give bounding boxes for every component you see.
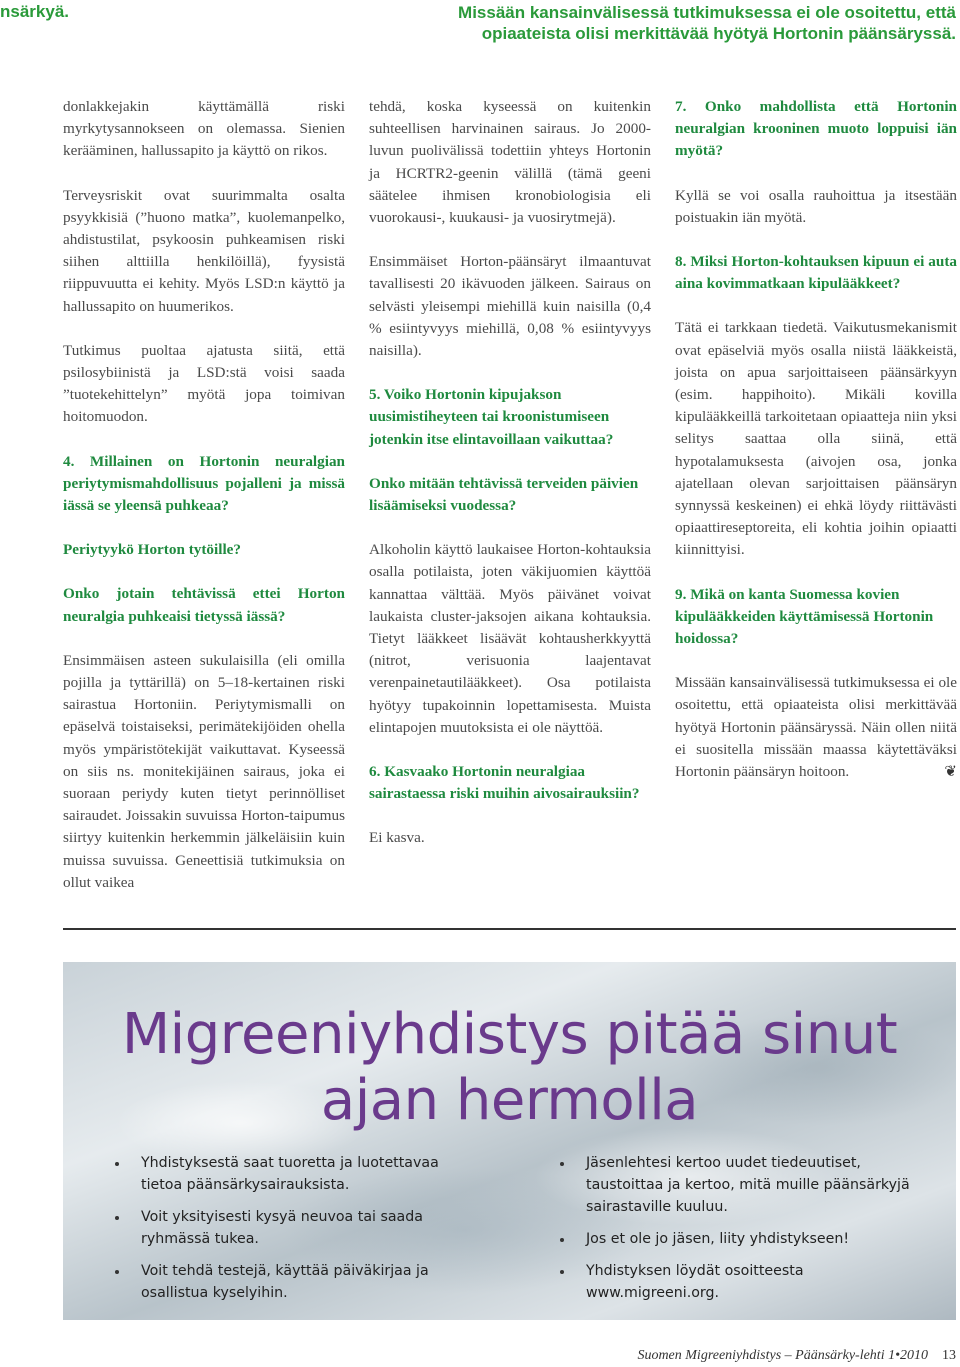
banner-title: [63, 1002, 956, 1134]
paragraph: Kyllä se voi osalla rauhoittua ja itsestään poistuakin iän myötä.: [675, 186, 957, 226]
paragraph: Ei kasva.: [369, 829, 425, 847]
banner-title-line-1: Migreeniyhdistys pitää sinut: [121, 1002, 898, 1067]
banner-title-line-2: ajan hermolla: [320, 1068, 699, 1133]
paragraph: tehdä, koska kyseessä on kuitenkin suhteellisen harvinainen sairaus. Jo 2000-luvun puolivälissä todettiin yhteys Hortonin ja HCRTR2-geenin välillä (tämä geeni säätelee ihmisen kronobiologisia eli vuorokausi-, kuukausi- ja vuosirytmejä).: [369, 98, 651, 227]
pull-quote: Missään kansainvälisessä tutkimuksessa ei ole osoitettu, että opiaateista olisi merkittävää hyötyä Hortonin päänsäryssä.: [458, 3, 956, 43]
question-heading-6: 6. Kasvaako Hortonin neuralgiaa sairastaessa riski muihin aivosairauksiin?: [369, 763, 640, 803]
paragraph: Ensimmäiset Horton-päänsäryt ilmaantuvat tavallisesti 20 ikävuoden jälkeen. Sairaus on selvästi yleisempi miehillä kuin naisilla (0,4 % esiintyvyys miehillä, 0,08 % esiintyvyys naisilla).: [369, 253, 651, 360]
column-2: [369, 96, 651, 872]
list-item: Jäsenlehtesi kertoo uudet tiedeuutiset, taustoittaa ja kertoo, mitä muille päänsärkyjä sairastaville kuuluu.: [560, 1152, 920, 1218]
question-heading-5b: Onko mitään tehtävissä terveiden päivien lisäämiseksi vuodessa?: [369, 474, 639, 515]
benefits-list-right: [560, 1152, 920, 1314]
paragraph: Tutkimus puoltaa ajatusta siitä, että psilosybiinistä ja LSD:stä voisi saada ”tuotekehittelyn” myötä jopa toimivan hoitomuodon.: [63, 341, 345, 426]
question-heading-4b: Periytyykö Horton tytöille?: [63, 541, 241, 559]
membership-banner: [63, 962, 956, 1320]
end-of-article-icon: ❦: [944, 764, 957, 781]
page-number: 13: [942, 1348, 956, 1363]
question-heading-8: 8. Miksi Horton-kohtauksen kipuun ei auta aina kovimmatkaan kipulääkkeet?: [675, 253, 957, 293]
paragraph: Tätä ei tarkkaan tiedetä. Vaikutusmekanismit ovat epäselviä myös osalla niistä lääkkeistä, joista on apua sarjoittaiseen päänsärkyyn (esim. happihoito). Mikäli kovilla kipulääkkeillä tarkoitetaan opiaatteja niin yksi selitys saattaa olla siinä, että hypotalamuksesta (aivojen osa, jonka ajatellaan olevan sarjoittaisen päänsäryn synnyssä keskeinen) ei ehkä löydy riittävästi opiaattireseptoreita, eli kohtia joihin opiaatti kiinnittyisi.: [675, 319, 957, 559]
question-heading-4c: Onko jotain tehtävissä ettei Horton neuralgia puhkeaisi tietyssä iässä?: [63, 585, 345, 625]
list-item: Voit yksityisesti kysyä neuvoa tai saada ryhmässä tukea.: [115, 1206, 475, 1250]
question-heading-4: 4. Millainen on Hortonin neuralgian periytymismahdollisuus pojalleni ja missä iässä se yleensä puhkeaa?: [63, 452, 345, 515]
column-3: [675, 96, 957, 805]
paragraph: Alkoholin käyttö laukaisee Horton-kohtauksia osalla potilaista, joten väkijuomien käyttöä kannattaa välttää. Myös päivänet voivat laukaista cluster-jaksojen aikana kohtauksia. Tietyt lääkkeet lisäävät kohtausherkkyyttä (nitrot, verisuonia laajentavat verenpainetautilääkkeet). Osa potilaista hyötyy tupakoinnin lopettamisesta. Muista elintapojen muutoksista ei ole näyttöä.: [369, 541, 651, 736]
paragraph: Ensimmäisen asteen sukulaisilla (eli omilla pojilla ja tyttärillä) on 5–18-kertainen riski sairastua Hortoniin. Periytymismalli on epäselvä toistaiseksi, perimätekijöiden ohella myös ympäristötekijät vaikuttavat. Kyseessä on siis ns. monitekijäinen sairaus, joka ei suoraan periydy kuten tietyt perinnölliset sairaudet. Joissakin suvuissa Horton-taipumus siirtyy kuitenkin herkemmin jälkeläisiin kuin muissa suvuissa. Geneettisiä tutkimuksia on ollut vaikea: [63, 651, 345, 891]
publication-name: Suomen Migreeniyhdistys – Päänsärky-lehti 1•2010: [637, 1348, 928, 1363]
question-heading-9: 9. Mikä on kanta Suomessa kovien kipulääkkeiden käyttämisessä Hortonin hoidossa?: [675, 585, 934, 648]
list-item: Yhdistyksen löydät osoitteesta www.migreeni.org.: [560, 1260, 920, 1304]
paragraph: Terveysriskit ovat suurimmalta osalta psyykkisiä (”huono matka”, kuolemanpelko, ahdistustilat, psykoosin puhkeamisen riski siihen alttiilla henkilöillä), fyysistä riippuvuutta ei kehity. Myös LSD:n käyttö ja hallussapito on huumerikos.: [63, 186, 345, 315]
list-item: Yhdistyksestä saat tuoretta ja luotettavaa tietoa päänsärkysairauksista.: [115, 1152, 475, 1196]
list-item: Voit tehdä testejä, käyttää päiväkirjaa ja osallistua kyselyihin.: [115, 1260, 475, 1304]
column-1: [63, 96, 345, 916]
page-footer: [637, 1348, 956, 1364]
question-heading-5: 5. Voiko Hortonin kipujakson uusimistiheyteen tai kroonistumiseen jotenkin itse elintavoillaan vaikuttaa?: [369, 386, 614, 448]
paragraph: [675, 672, 957, 783]
section-divider: [63, 928, 956, 930]
paragraph-text: Missään kansainvälisessä tutkimuksessa ei ole osoitettu, että opiaateista olisi merkittävää hyötyä Hortonin päänsäryssä. Näin ollen niitä ei suositella missään maassa käytettäväksi Hortonin päänsäryn hoitoon.: [675, 674, 957, 781]
paragraph: donlakkejakin käyttämällä riski myrkytysannokseen on olemassa. Sienien kerääminen, hallussapito ja käyttö on rikos.: [63, 98, 345, 160]
list-item: Jos et ole jo jäsen, liity yhdistykseen!: [560, 1228, 920, 1250]
question-heading-7: 7. Onko mahdollista että Hortonin neuralgian krooninen muoto loppuisi iän myötä?: [675, 98, 957, 160]
header-fragment: nsärkyä.: [0, 2, 69, 21]
benefits-list-left: [115, 1152, 475, 1314]
